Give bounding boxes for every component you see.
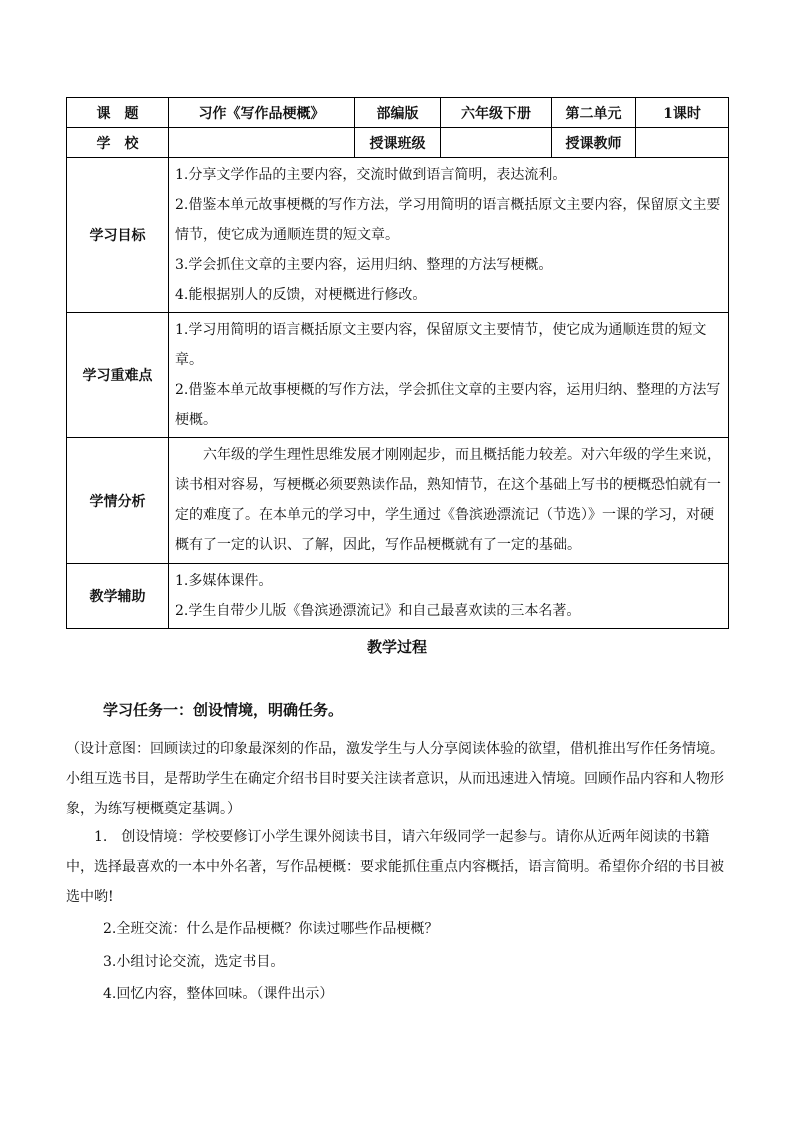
key-points-row xyxy=(67,313,729,438)
analysis-text: 六年级的学生理性思维发展才刚刚起步，而且概括能力较差。对六年级的学生来说，读书相对容易，写梗概必须要熟读作品，熟知情节，在这个基础上写书的梗概恐怕就有一定的难度了。在本单元的学习中，学生通过《鲁滨逊漂流记（节选）》一课的学习，对硬概有了一定的认识、了解，因此，写作品梗概就有了一定的基础。 xyxy=(175,447,721,553)
teacher-label: 授课教师 xyxy=(552,128,636,158)
aids-row xyxy=(67,564,729,629)
header-row xyxy=(67,98,729,128)
goals-row xyxy=(67,158,729,313)
goal-item: 2.借鉴本单元故事梗概的写作方法，学习用简明的语言概括原文主要内容，保留原文主要情节，使它成为通顺连贯的短文章。 xyxy=(175,197,721,243)
process-item-1 xyxy=(66,822,728,912)
key-point-item: 2.借鉴本单元故事梗概的写作方法，学会抓住文章的主要内容，运用归纳、整理的方法写梗概。 xyxy=(175,382,721,428)
analysis-row xyxy=(67,438,729,564)
goals-content xyxy=(169,158,729,313)
key-points-label: 学习重难点 xyxy=(67,313,169,438)
task1-title: 学习任务一：创设情境，明确任务。 xyxy=(103,701,344,719)
school-value xyxy=(169,128,355,158)
process-title: 教学过程 xyxy=(366,638,427,656)
school-label: 学 校 xyxy=(67,128,169,158)
process-item-1-text: 1. 创设情境：学校要修订小学生课外阅读书目，请六年级同学一起参与。请你从近两年阅读的书籍中，选择最喜欢的一本中外名著，写作品梗概：要求能抓住重点内容概括，语言简明。希望你介绍的书目被选中哟! xyxy=(66,829,724,905)
process-item-2: 2.全班交流：什么是作品梗概？你读过哪些作品梗概？ xyxy=(103,921,439,937)
course-title: 习作《写作品梗概》 xyxy=(169,98,355,128)
key-points-content xyxy=(169,313,729,438)
process-item-4: 4.回忆内容，整体回味。（课件出示） xyxy=(103,986,334,1002)
course-label: 课 题 xyxy=(67,98,169,128)
analysis-label: 学情分析 xyxy=(67,438,169,564)
class-value xyxy=(441,128,552,158)
goal-item: 1.分享文学作品的主要内容，交流时做到语言简明，表达流利。 xyxy=(175,167,567,183)
design-note xyxy=(66,734,728,824)
key-point-item: 1.学习用简明的语言概括原文主要内容，保留原文主要情节，使它成为通顺连贯的短文章。 xyxy=(175,322,707,368)
school-row xyxy=(67,128,729,158)
teacher-value xyxy=(636,128,729,158)
grade-cell: 六年级下册 xyxy=(441,98,552,128)
unit-cell: 第二单元 xyxy=(552,98,636,128)
lesson-plan-table xyxy=(66,97,729,629)
goal-item: 3.学会抓住文章的主要内容，运用归纳、整理的方法写梗概。 xyxy=(175,257,553,273)
process-item-3: 3.小组讨论交流，选定书目。 xyxy=(103,954,285,970)
aid-item: 2.学生自带少儿版《鲁滨逊漂流记》和自己最喜欢读的三本名著。 xyxy=(175,603,581,619)
goals-label: 学习目标 xyxy=(67,158,169,313)
analysis-content xyxy=(169,438,729,564)
edition-cell: 部编版 xyxy=(355,98,441,128)
aids-label: 教学辅助 xyxy=(67,564,169,629)
class-label: 授课班级 xyxy=(355,128,441,158)
aid-item: 1.多媒体课件。 xyxy=(175,573,273,589)
goal-item: 4.能根据别人的反馈，对梗概进行修改。 xyxy=(175,287,427,303)
hours-cell: 1课时 xyxy=(636,98,729,128)
design-note-text: （设计意图：回顾读过的印象最深刻的作品，激发学生与人分享阅读体验的欲望，借机推出写作任务情境。小组互选书目，是帮助学生在确定介绍书目时要关注读者意识，从而迅速进入情境。回顾作品内容和人物形象，为练写梗概奠定基调。） xyxy=(66,741,724,817)
aids-content xyxy=(169,564,729,629)
